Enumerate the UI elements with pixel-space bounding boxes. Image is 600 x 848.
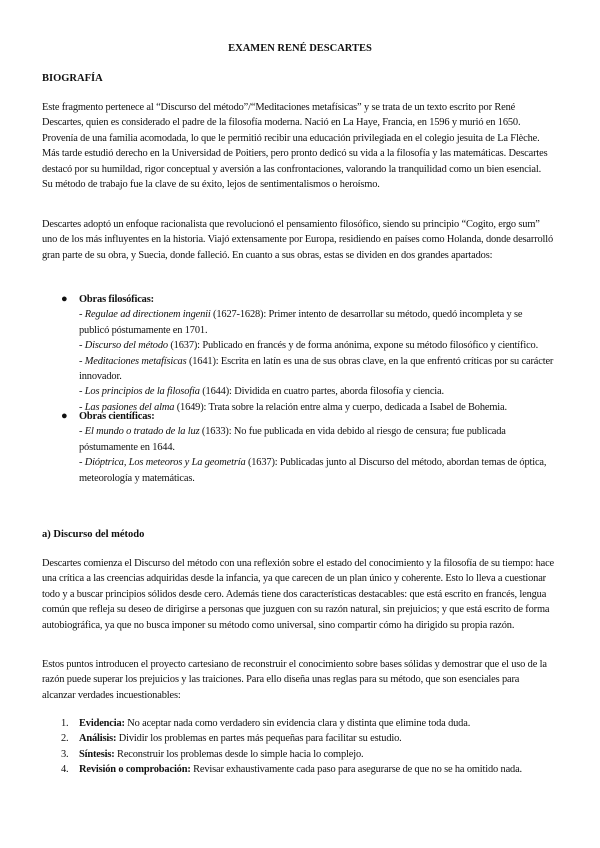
item-number: 3.	[61, 748, 69, 760]
list-item: 4. Revisión o comprobación: Revisar exhaustivamente cada paso para asegurarse de que no se ha omitido nada.	[42, 762, 554, 777]
list-item: - El mundo o tratado de la luz (1633): No fue publicada en vida debido al riesgo de censura; fue publicada póstumamente en 1644.	[79, 426, 506, 453]
page-title: EXAMEN RENÉ DESCARTES	[228, 43, 372, 54]
bullet-icon: ●	[61, 410, 68, 422]
bullet-icon: ●	[61, 293, 68, 305]
rules-list	[42, 716, 554, 778]
list-item: - Las pasiones del alma (1649): Trata sobre la relación entre alma y cuerpo, dedicada a Isabel de Bohemia.	[79, 401, 507, 413]
work-title: Los principios de la filosofía	[84, 386, 200, 398]
obras-filosoficas-heading	[42, 292, 554, 307]
discurso-paragraph-2: Estos puntos introducen el proyecto cartesiano de reconstruir el conocimiento sobre bases sólidas y demostrar que el uso de la razón puede superar los prejuicios y las traiciones. Para ello diseña unas reglas para su método, que son esenciales para alcanzar verdades incuestionables:	[42, 659, 547, 701]
rule-label: Evidencia:	[79, 718, 125, 729]
biografia-paragraph-1: Este fragmento pertenece al “Discurso del método”/“Meditaciones metafísicas” y se trata de un texto escrito por René Descartes, quien es considerado el padre de la filosofía moderna. Nació en La Haye, Francia, en 1596 y murió en 1650. Provenía de una familia acomodada, lo que le permitió recibir una educación privilegiada en el colegio jesuita de La Flèche. Más tarde estudió derecho en la Universidad de Poitiers, pero pronto dedicó su vida a la filosofía y las matemáticas. Descartes destacó por su humildad, rigor conceptual y aversión a las confrontaciones, valorando la tranquilidad como un bien esencial. Su método de trabajo fue la clave de su éxito, lejos de sentimentalismos o heroísmo.	[42, 102, 548, 191]
list-item: - Dióptrica, Los meteoros y La geometría (1637): Publicadas junto al Discurso del método, abordan temas de óptica, meteorología y matemáticas.	[79, 457, 547, 484]
rule-label: Revisión o comprobación:	[79, 764, 191, 776]
work-title: Dióptrica, Los meteoros y La geometría	[84, 457, 246, 469]
item-number: 4.	[61, 764, 69, 776]
work-title: El mundo o tratado de la luz	[84, 426, 200, 438]
biografia-paragraph-2: Descartes adoptó un enfoque racionalista que revolucionó el pensamiento filosófico, siendo su principio “Cogito, ergo sum” uno de los más influyentes en la historia. Viajó extensamente por Europa, residiendo en países como Holanda, donde desarrolló gran parte de su obra, y Suecia, donde falleció. En cuanto a sus obras, estas se dividen en dos grandes apartados:	[42, 219, 554, 261]
list-item: 2. Análisis: Dividir los problemas en partes más pequeñas para facilitar su estudio.	[42, 731, 554, 746]
list-item: 3. Síntesis: Reconstruir los problemas desde lo simple hacia lo complejo.	[42, 747, 554, 762]
work-title: Las pasiones del alma	[84, 401, 175, 413]
obras-cientificas-list	[42, 409, 554, 486]
obras-cientificas-heading	[42, 409, 554, 424]
work-title: Discurso del método	[84, 340, 168, 352]
list-item: - Meditaciones metafísicas (1641): Escrita en latín es una de sus obras clave, en la que enfrentó críticas por su carácter innovador.	[79, 355, 554, 383]
biografia-heading: BIOGRAFÍA	[42, 73, 103, 84]
list-item: - Regulae ad directionem ingenii (1627-1628): Primer intento de desarrollar su método, quedó incompleta y se publicó póstumamente en 1701.	[79, 309, 523, 336]
obras-filosoficas-list	[42, 292, 554, 415]
item-number: 2.	[61, 733, 69, 745]
discurso-paragraph-1: Descartes comienza el Discurso del método con una reflexión sobre el estado del conocimiento y la filosofía de su tiempo: hace una crítica a las creencias adquiridas desde la infancia, ya que carecen de un plan único y coherente. Esto lo lleva a cuestionar todo y a buscar principios sólidos desde cero. Además tiene dos características destacables: que está escrito en francés, lengua común que refleja su deseo de dirigirse a personas que juzguen con su razón natural, sin prejuicios; y que está escrito de forma autobiográfica, ya que no busca imponer su método como universal, sino compartir cómo ha dirigido su propia razón.	[42, 558, 554, 631]
obras-filosoficas-title: Obras filosóficas:	[79, 294, 154, 305]
work-title: Regulae ad directionem ingenii	[84, 309, 211, 321]
work-title: Meditaciones metafísicas	[84, 355, 187, 367]
list-item: - Discurso del método (1637): Publicado en francés y de forma anónima, expone su método filosófico y científico.	[79, 340, 539, 352]
rule-label: Análisis:	[79, 733, 117, 745]
item-number: 1.	[61, 718, 69, 729]
list-item: - Los principios de la filosofía (1644): Dividida en cuatro partes, aborda filosofía y ciencia.	[79, 386, 444, 398]
list-item: 1. Evidencia: No aceptar nada como verdadero sin evidencia clara y distinta que elimine toda duda.	[42, 716, 554, 731]
rule-label: Síntesis:	[79, 748, 115, 760]
section-a-heading: a) Discurso del método	[42, 529, 145, 540]
obras-cientificas-title: Obras científicas:	[79, 411, 155, 422]
